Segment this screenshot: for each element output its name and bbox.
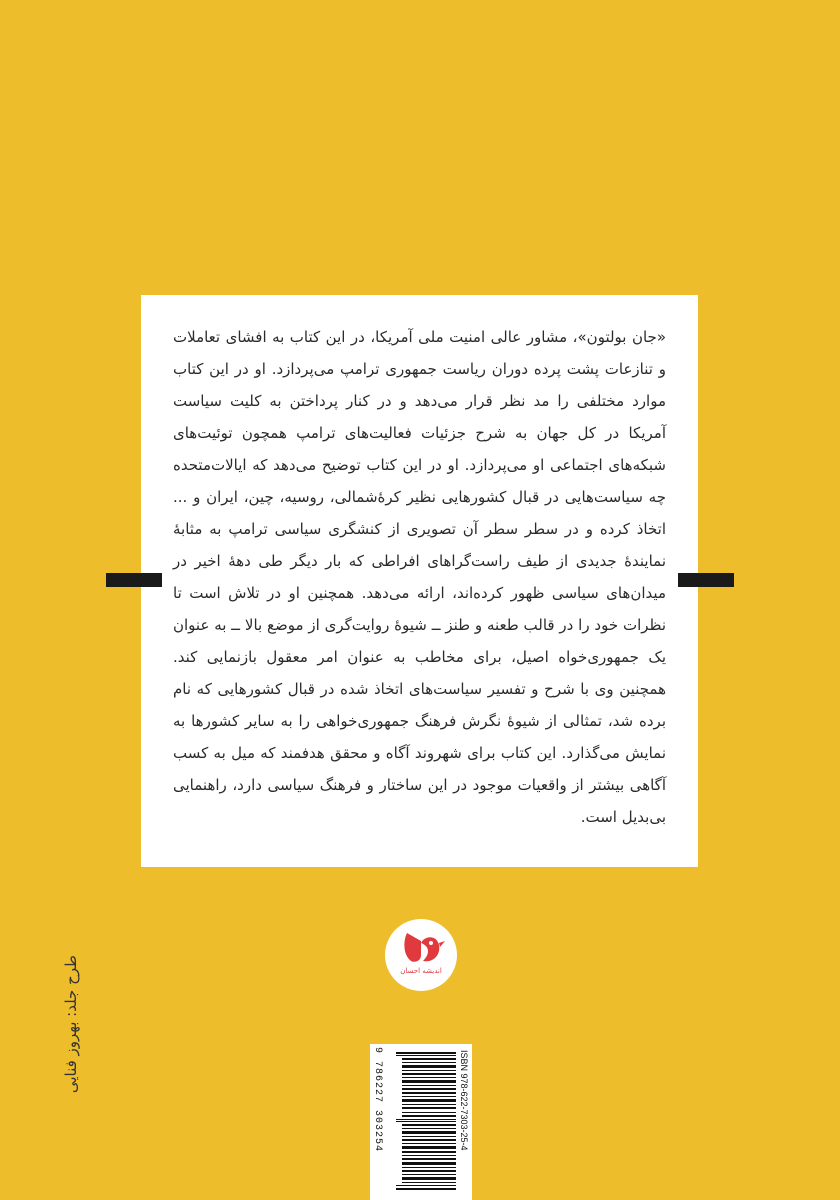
isbn-barcode-icon (396, 1052, 456, 1192)
publisher-bird-logo-icon (385, 919, 457, 991)
right-decorative-bar (678, 573, 734, 587)
blurb-text: «جان بولتون»، مشاور عالی امنیت ملی آمریکا، در این کتاب به افشای تعاملات و تنازعات پشت پرده دوران ریاست جمهوری ترامپ می‌پردازد. او در این کتاب موارد مختلفی را مد نظر قرار می‌دهد و در کنار پرداختن به کلیت سیاست آمریکا در کل جهان به شرح جزئیات فعالیت‌های ترامپ همچون توئیت‌های شبکه‌های اجتماعی او می‌پردازد. او در این کتاب توضیح می‌دهد که ایالات‌متحده چه سیاست‌هایی در قبال کشورهایی نظیر کرهٔ‌شمالی، روسیه، چین، ایران و ... اتخاذ کرده و در سطر سطر آن تصویری از کنشگری سیاسی ترامپ به مثابهٔ نمایندهٔ جدیدی از طیف راست‌گراهای افراطی که بار دیگر طی دههٔ اخیر در میدان‌های سیاسی ظهور کرده‌اند، ارائه می‌دهد. همچنین او در تلاش است تا نظرات خود را در قالب طعنه و طنز ــ شیوهٔ روایت‌گری از موضع بالا ــ به عنوان یک جمهوری‌خواه اصیل، برای مخاطب به عنوان امر معقول بازنمایی کند. همچنین وی با شرح و تفسیر سیاست‌های اتخاذ شده در قبال کشورهایی که نام برده شد، تمثالی از شیوهٔ نگرش فرهنگ جمهوری‌خواهی را به سایر کشورها به نمایش می‌گذارد. این کتاب برای شهروند آگاه و محقق هدفمند که میل به کسب آگاهی بیشتر از واقعیات موجود در این ساختار و فرهنگ سیاسی دارد، راهنمایی بی‌بدیل است. (173, 328, 666, 826)
left-decorative-bar (106, 573, 162, 587)
publisher-name: اندیشه احسان (400, 967, 442, 975)
blurb-box (141, 295, 698, 867)
cover-designer-credit: طرح جلد: بهروز فنایی (62, 955, 80, 1094)
isbn-text: ISBN 978-622-7303-25-4 (459, 1050, 469, 1151)
publisher-logo (385, 919, 457, 991)
barcode-digits: 9 786227 303254 (372, 1047, 383, 1153)
barcode-box (370, 1044, 472, 1200)
